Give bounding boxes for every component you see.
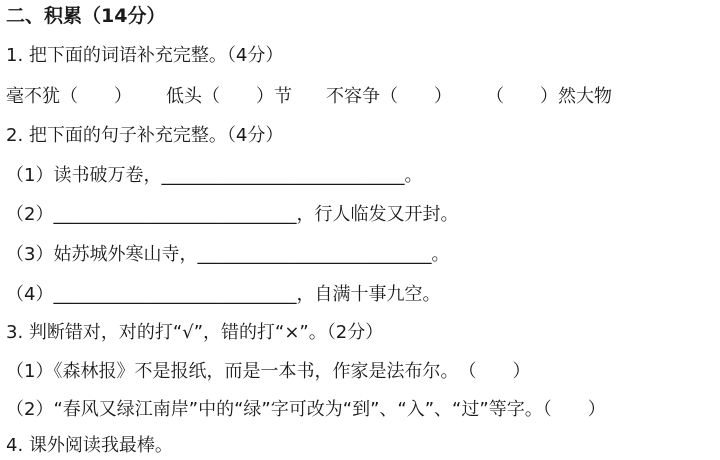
section-title: 二、积累（14分） <box>6 5 166 27</box>
question-1-items <box>6 85 612 109</box>
question-3-title: 3. 判断错对，对的打“√”，错的打“×”。（2分） <box>6 322 384 343</box>
sentence-line-1: （1）读书破万卷，___________________________。 <box>6 165 423 186</box>
word-item-3: 不容争（ ） <box>326 86 452 107</box>
word-item-2: 低头（ ）节 <box>166 86 292 107</box>
question-1-title: 1. 把下面的词语补充完整。（4分） <box>6 45 284 66</box>
question-4-title: 4. 课外阅读我最棒。 <box>6 435 173 456</box>
sentence-line-4: （4）___________________________，自满十事九空。 <box>6 284 441 305</box>
sentence-line-3: （3）姑苏城外寒山寺，__________________________。 <box>6 244 450 265</box>
sentence-line-2: （2）___________________________，行人临发又开封。 <box>6 204 459 225</box>
judgement-line-1: （1）《森林报》不是报纸，而是一本书，作家是法布尔。 （ ） <box>6 361 531 382</box>
question-2-title: 2. 把下面的句子补充完整。（4分） <box>6 125 284 146</box>
judgement-line-2: （2）“春风又绿江南岸”中的“绿”字可改为“到”、“入”、“过”等字。（ ） <box>6 399 606 420</box>
word-item-1: 毫不犹（ ） <box>6 86 132 107</box>
word-item-4: （ ）然大物 <box>486 86 612 107</box>
